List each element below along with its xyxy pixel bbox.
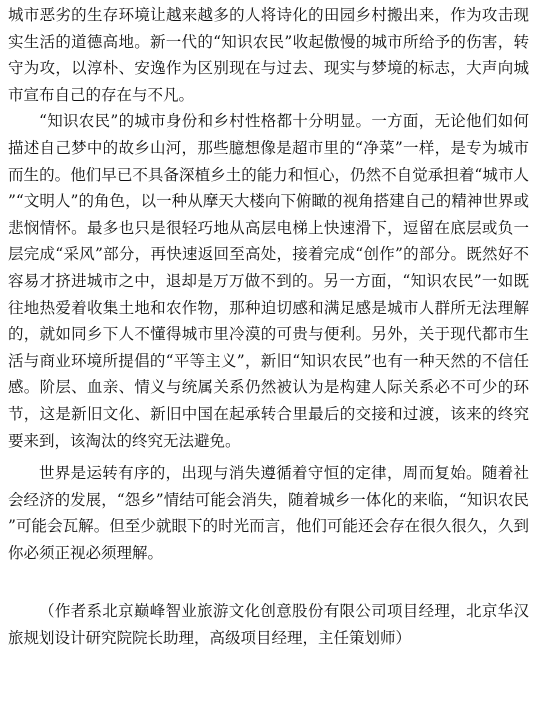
- paragraph-1: 城市恶劣的生存环境让越来越多的人将诗化的田园乡村搬出来，作为攻击现实生活的道德高地。新一代的“知识农民”收起傲慢的城市所给予的伤害，转守为攻，以淳朴、安逸作为区别现在与过去、现实与梦境的标志，大声向城市宣布自己的存在与不凡。: [8, 6, 529, 104]
- paragraph-2: “知识农民”的城市身份和乡村性格都十分明显。一方面，无论他们如何描述自己梦中的故乡山河，那些臆想像是超市里的“净菜”一样，是专为城市而生的。他们早已不具备深植乡土的能力和恒心，仍然不自觉承担着“城市人”“文明人”的角色，以一种从摩天大楼向下俯瞰的视角搭建自己的精神世界或悲悯情怀。最多也只是很轻巧地从高层电梯上快速滑下，逗留在底层或负一层完成“采风”部分，再快速返回至高处，接着完成“创作”的部分。既然好不容易才挤进城市之中，退却是万万做不到的。另一方面，“知识农民”一如既往地热爱着收集土地和农作物，那种迫切感和满足感是城市人群所无法理解的，就如同乡下人不懂得城市里冷漠的可贵与便利。另外，关于现代都市生活与商业环境所提倡的“平等主义”，新旧“知识农民”也有一种天然的不信任感。阶层、血亲、情义与统属关系仍然被认为是构建人际关系必不可少的环节，这是新旧文化、新旧中国在起承转合里最后的交接和过渡，该来的终究要来到，该淘汰的终究无法避免。: [8, 112, 529, 450]
- paragraph-3: 世界是运转有序的，出现与消失遵循着守恒的定律，周而复始。随着社会经济的发展，“怨乡”情结可能会消失，随着城乡一体化的来临，“知识农民”可能会瓦解。但至少就眼下的时光而言，他们可能还会存在很久很久，久到你必须正视必须理解。: [8, 464, 529, 562]
- author-note: （作者系北京巅峰智业旅游文化创意股份有限公司项目经理，北京华汉旅规划设计研究院院长助理，高级项目经理，主任策划师）: [8, 602, 529, 648]
- note-spacer: [8, 566, 529, 598]
